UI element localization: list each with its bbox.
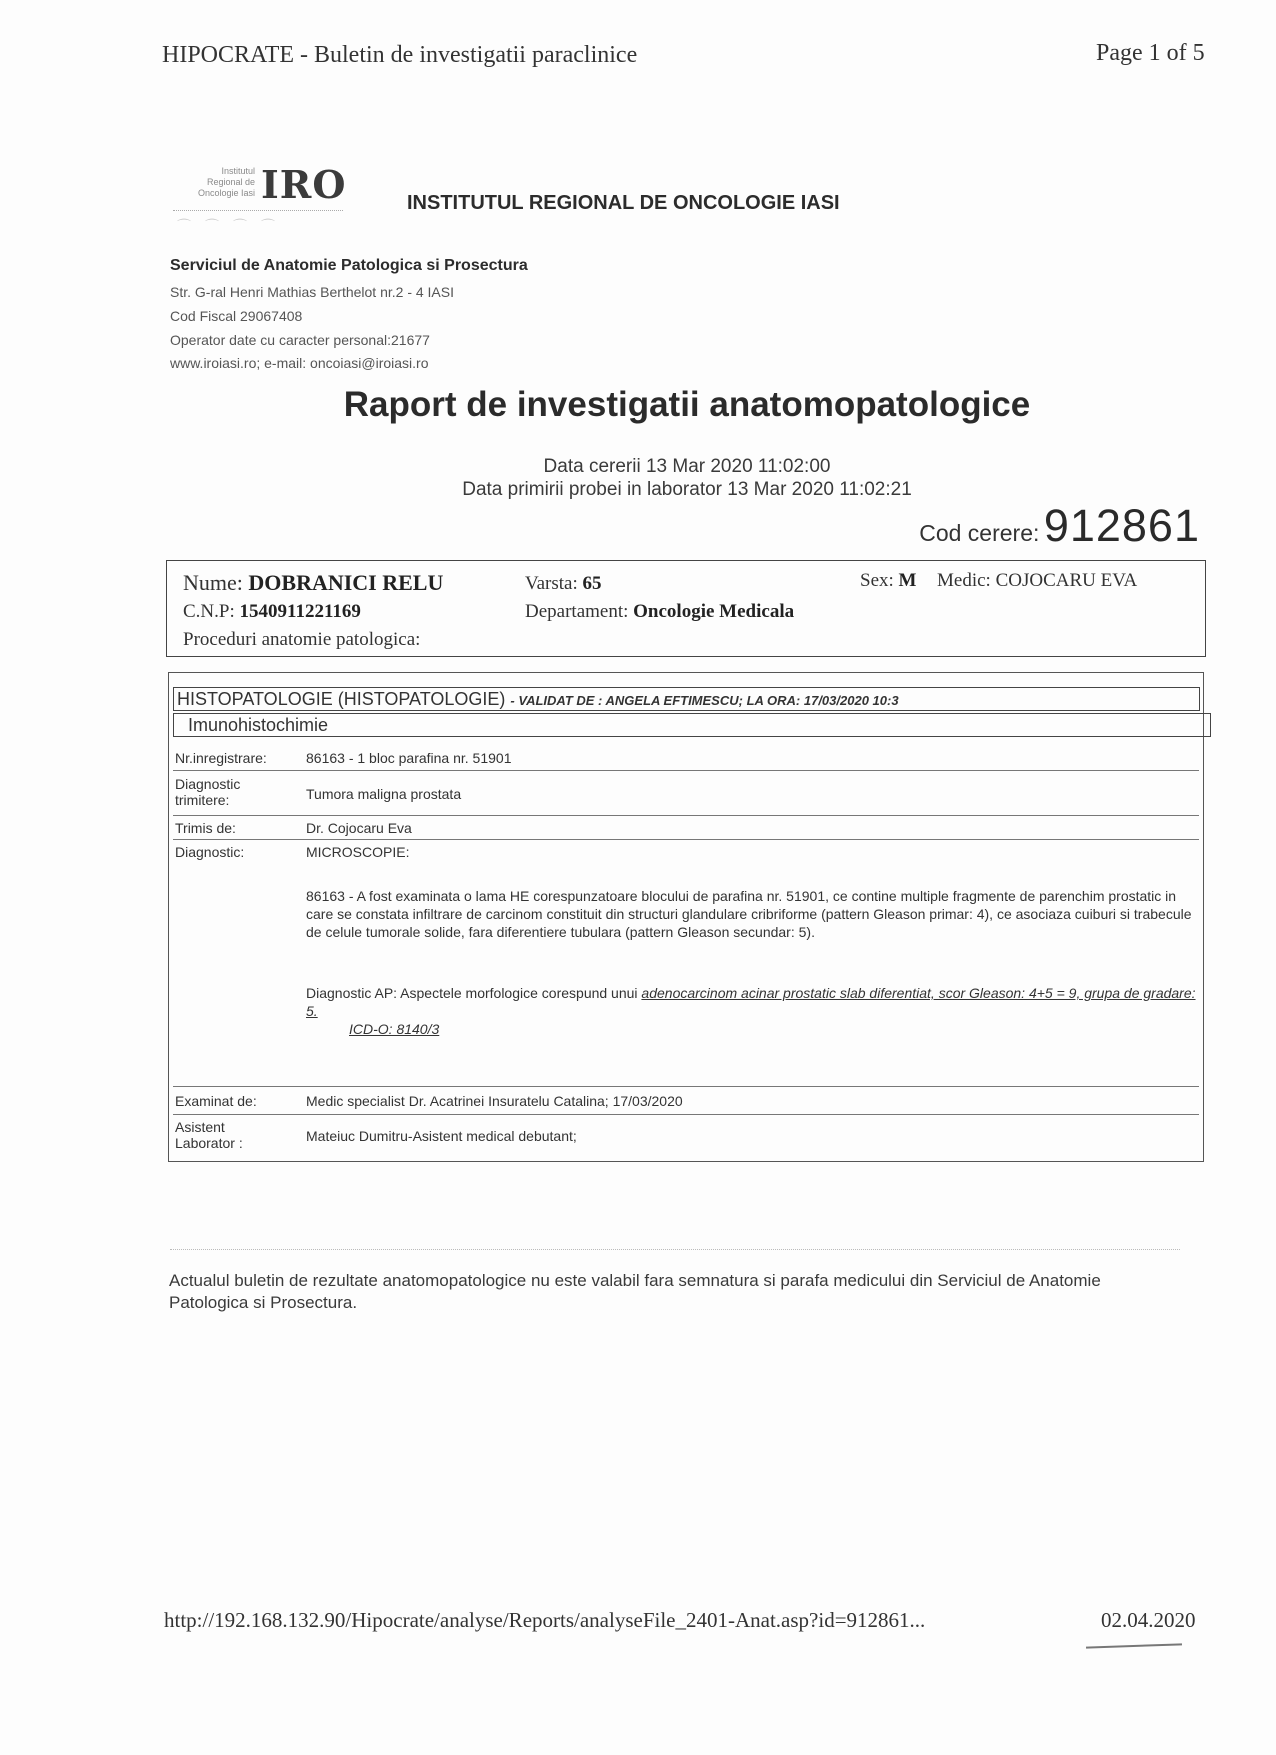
request-code-value: 912861 [1043, 500, 1200, 551]
logo-divider [173, 210, 343, 211]
patient-medic: Medic: COJOCARU EVA [937, 570, 1138, 591]
validation-info: - VALIDAT DE : ANGELA EFTIMESCU; LA ORA: 17/03/2020 10:3 [510, 693, 899, 708]
request-code [919, 500, 1200, 552]
patient-name: Nume: DOBRANICI RELU [183, 570, 444, 595]
histopathology-title: HISTOPATOLOGIE (HISTOPATOLOGIE) - VALIDAT DE : ANGELA EFTIMESCU; LA ORA: 17/03/2020 10:3 [173, 687, 1200, 711]
print-url: http://192.168.132.90/Hipocrate/analyse/Reports/analyseFile_2401-Anat.asp?id=912861... [164, 1608, 926, 1632]
histopathology-section [168, 672, 1204, 1162]
registration-label: Nr.inregistrare: [175, 750, 267, 766]
lab-assistant-value: Mateiuc Dumitru-Asistent medical debutant; [306, 1128, 577, 1144]
registration-value: 86163 - 1 bloc parafina nr. 51901 [306, 750, 512, 766]
diagnostic-label: Diagnostic: [175, 844, 245, 860]
service-name: Serviciul de Anatomie Patologica si Prosectura [170, 257, 528, 274]
patient-info-box [166, 560, 1206, 657]
receive-date: Data primirii probei in laborator 13 Mar 2020 11:02:21 [462, 479, 912, 500]
institute-name: INSTITUTUL REGIONAL DE ONCOLOGIE IASI [407, 192, 840, 214]
sent-by-label: Trimis de: [175, 820, 236, 836]
request-code-label: Cod cerere: [919, 520, 1040, 546]
examined-by-value: Medic specialist Dr. Acatrinei Insuratelu Catalina; 17/03/2020 [306, 1093, 683, 1109]
referral-diagnosis-label: Diagnostic trimitere: [175, 776, 241, 808]
procedures-label: Proceduri anatomie patologica: [183, 629, 421, 650]
pathology-diagnosis-main: adenocarcinom acinar prostatic slab diferentiat, scor Gleason: 4+5 = 9, grupa de gradare: 5. [306, 985, 1196, 1019]
institute-web: www.iroiasi.ro; e-mail: oncoiasi@iroiasi.ro [170, 355, 429, 371]
print-header-title: HIPOCRATE - Buletin de investigatii paraclinice [162, 42, 638, 68]
separator [170, 1249, 1180, 1250]
page-number: Page 1 of 5 [1096, 40, 1205, 66]
logo-acronym: IRO [261, 162, 347, 207]
disclaimer: Actualul buletin de rezultate anatomopatologice nu este valabil fara semnatura si parafa medicului din Serviciul de Anatomie Patologica si Prosectura. [169, 1271, 1101, 1312]
logo-small-text: Institutul Regional de Oncologie Iasi [197, 166, 255, 198]
patient-sex: Sex: M [860, 570, 917, 591]
sent-by-value: Dr. Cojocaru Eva [306, 820, 412, 836]
logo-decoration-icon: ⌒⌒⌒⌒ [177, 218, 289, 234]
microscopy-heading: MICROSCOPIE: [306, 844, 410, 860]
pathology-diagnosis: Diagnostic AP: Aspectele morfologice corespund unui adenocarcinom acinar prostatic slab diferentiat, scor Gleason: 4+5 = 9, grupa de gradare: 5. [306, 985, 1196, 1019]
patient-department: Departament: Oncologie Medicala [525, 601, 795, 622]
patient-age: Varsta: 65 [525, 573, 602, 594]
lab-assistant-label: Asistent Laborator : [175, 1119, 243, 1151]
institute-fiscal-code: Cod Fiscal 29067408 [170, 308, 303, 324]
institute-operator: Operator date cu caracter personal:21677 [170, 332, 430, 348]
examined-by-label: Examinat de: [175, 1093, 257, 1109]
immunohistochemistry-title: Imunohistochimie [173, 713, 1211, 737]
institute-logo [165, 162, 345, 234]
request-date: Data cererii 13 Mar 2020 11:02:00 [543, 456, 831, 477]
icd-code: ICD-O: 8140/3 [349, 1021, 440, 1037]
patient-cnp: C.N.P: 1540911221169 [183, 601, 361, 622]
institute-address: Str. G-ral Henri Mathias Berthelot nr.2 - 4 IASI [170, 284, 454, 300]
pen-mark [1086, 1643, 1182, 1648]
print-date: 02.04.2020 [1101, 1608, 1196, 1632]
referral-diagnosis-value: Tumora maligna prostata [306, 786, 462, 802]
report-title: Raport de investigatii anatomopatologice [343, 385, 1031, 424]
microscopy-text: 86163 - A fost examinata o lama HE corespunzatoare blocului de parafina nr. 51901, ce contine multiple fragmente de parenchim prostatic in care se constata infiltrare de carcinom constituit din structuri glandulare cribriforme (pattern Gleason primar: 4), ce asociaza cuiburi si trabecule de celule tumorale solide, fara diferentiere tubulara (pattern Gleason secundar: 5). [306, 888, 1192, 940]
